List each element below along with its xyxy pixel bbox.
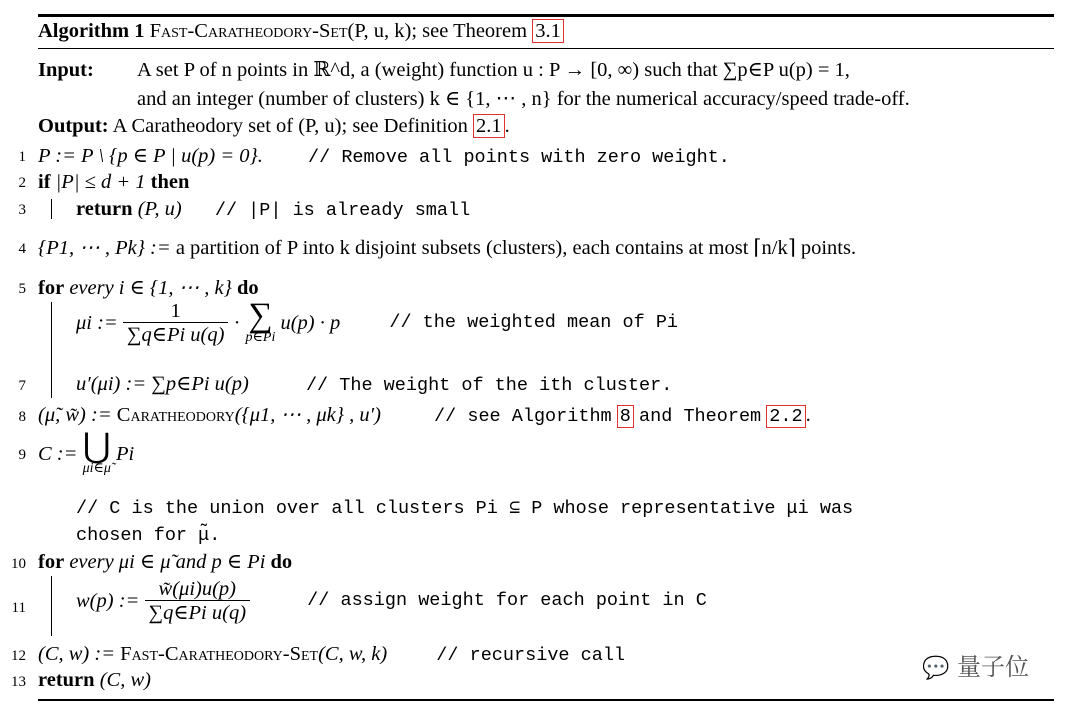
watermark [922, 652, 1029, 684]
step-5: for every i ∈ {1, ⋯ , k} do [38, 277, 259, 299]
comment: // assign weight for each point in C [307, 590, 707, 611]
algorithm-name: Fast-Caratheodory-Set [149, 20, 348, 42]
comment: chosen for μ̃. [76, 525, 221, 546]
fraction: $\frac{1}{\text{∑q∈Pi u(q)}}$ [123, 300, 229, 346]
comment: // |P| is already small [214, 200, 471, 221]
step-7: u′(μi) := ∑p∈Pi u(p) // The weight of the ith cluster. [76, 373, 673, 396]
comment: // The weight of the ith cluster. [305, 375, 673, 396]
line-number: 9 [18, 447, 26, 463]
step-11: w(p) := $\frac{w̃(\mu i)u(p)}{\text{∑q∈Pi u(q)}}$ // assign weight for each point in C [76, 578, 707, 624]
step-6: μi := $\frac{1}{\text{∑q∈Pi u(q)}}$ · ∑ p∈Pi u(p) · p // the weighted mean of Pi [76, 297, 679, 346]
procedure-name: Fast-Caratheodory-Set [120, 643, 319, 665]
step-12: (C, w) := Fast-Caratheodory-Set(C, w, k) // recursive call [38, 643, 626, 666]
wechat-icon: 💬 [922, 656, 950, 681]
step-10: for every μi ∈ μ̃ and p ∈ Pi do [38, 551, 293, 573]
line-number: 3 [18, 202, 26, 218]
line-number: 10 [11, 556, 26, 572]
algorithm-ref-link[interactable]: 8 [617, 405, 634, 428]
step-13: return (C, w) [38, 669, 151, 691]
algorithm-header [38, 19, 564, 43]
output-block: Output: A Caratheodory set of (P, u); see Definition 2.1 . [38, 115, 510, 137]
comment: // C is the union over all clusters Pi ⊆ P whose representative μi was [76, 498, 854, 519]
algorithm-args: (P, u, k); see Theorem [347, 20, 528, 42]
line-number: 7 [18, 378, 26, 394]
input-label: Input: [38, 59, 94, 81]
line-number: 11 [11, 600, 26, 616]
fraction: $\frac{w̃(\mu i)u(p)}{\text{∑q∈Pi u(q)}}$ [145, 578, 251, 624]
comment: // recursive call [436, 645, 626, 666]
line-number: 5 [18, 281, 26, 297]
step-2: if |P| ≤ d + 1 then [38, 171, 190, 193]
line-number: 1 [18, 149, 26, 165]
output-text: A Caratheodory set of (P, u); see Definition [112, 115, 468, 137]
sum-operator: ∑ p∈Pi [245, 297, 276, 345]
input-line-2: and an integer (number of clusters) k ∈ {1, ⋯ , n} for the numerical accuracy/speed trade-off. [137, 88, 910, 110]
line-number: 4 [18, 241, 26, 257]
step-4: {P1, ⋯ , Pk} := a partition of P into k disjoint subsets (clusters), each contains at most ⌈n/k⌉ points. [38, 237, 857, 259]
header-rule [38, 48, 1054, 49]
block-bar [51, 199, 52, 219]
theorem-ref-link[interactable]: 2.2 [766, 405, 805, 428]
union-operator: ⋃ μi∈μ̃ [82, 428, 111, 476]
line-number: 13 [11, 674, 26, 690]
comment: // see Algorithm [434, 406, 612, 427]
procedure-name: Caratheodory [116, 404, 235, 426]
output-label: Output: [38, 115, 109, 137]
input-line-1: A set P of n points in ℝ^d, a (weight) function u : P → [0, ∞) such that ∑p∈P u(p) = 1, [137, 59, 850, 81]
line-number: 2 [18, 175, 26, 191]
watermark-text: 量子位 [957, 653, 1030, 681]
step-9: C := ⋃ μi∈μ̃ Pi [38, 428, 135, 476]
line-number: 12 [11, 648, 26, 664]
block-bar [51, 302, 52, 398]
comment: // the weighted mean of Pi [389, 312, 679, 333]
top-rule [38, 14, 1054, 17]
bottom-rule [38, 699, 1054, 701]
step-1: P := P \ {p ∈ P | u(p) = 0}. // Remove all points with zero weight. [38, 145, 730, 168]
step-3: return (P, u) // |P| is already small [76, 198, 471, 221]
algorithm-label: Algorithm 1 [38, 20, 145, 42]
comment: // Remove all points with zero weight. [308, 147, 730, 168]
theorem-ref-link[interactable]: 3.1 [532, 19, 564, 43]
block-bar [51, 576, 52, 636]
input-block [38, 58, 94, 82]
line-number: 8 [18, 409, 26, 425]
definition-ref-link[interactable]: 2.1 [473, 114, 505, 138]
step-8: (μ̃, w̃) := Caratheodory({μ1, ⋯ , μk} , u′) // see Algorithm 8 and Theorem 2.2 . [38, 404, 811, 427]
